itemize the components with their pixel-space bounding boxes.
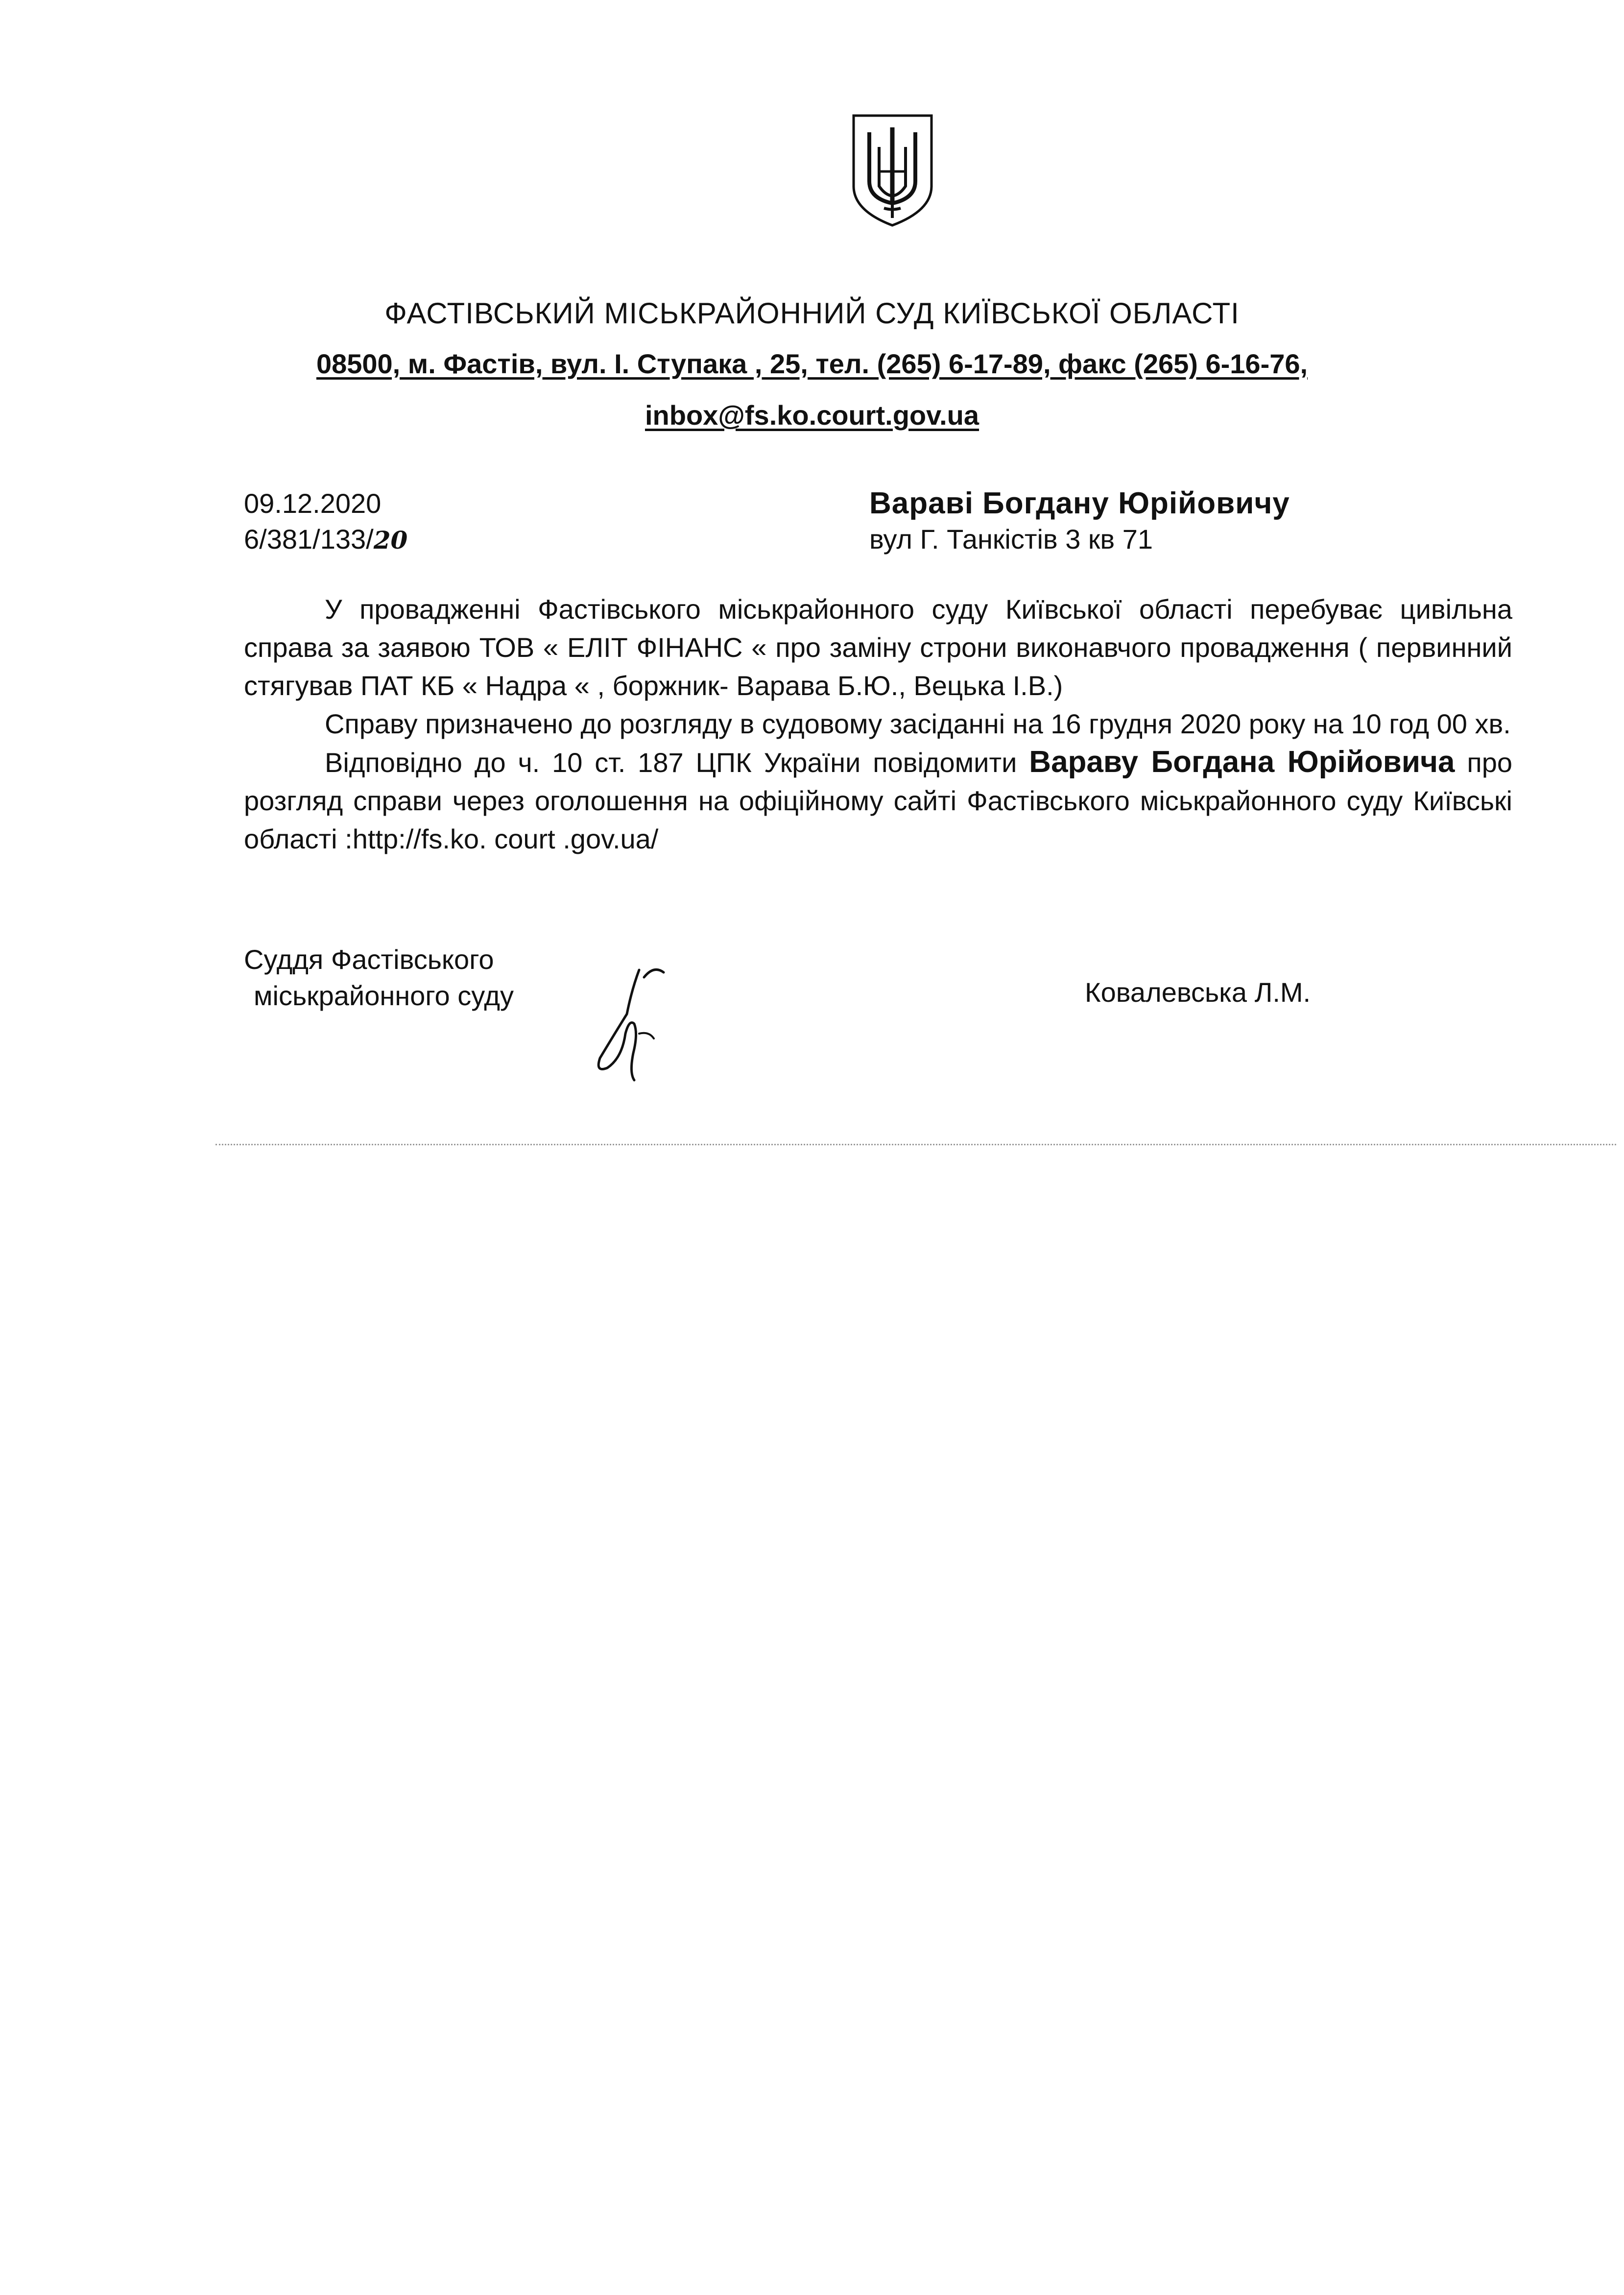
letter-date: 09.12.2020: [244, 488, 382, 519]
paragraph-hearing: Справу призначено до розгляду в судовому засіданні на 16 грудня 2020 року на 10 год 00 хв.: [325, 708, 1511, 739]
notice-person-name: Вараву Богдана Юрійовича: [1029, 745, 1455, 779]
paragraph-notice: [244, 743, 1512, 858]
notice-text-start: Відповідно до ч. 10 ст. 187 ЦПК України повідомити: [325, 747, 1017, 778]
judge-name: Ковалевська Л.М.: [1085, 977, 1311, 1008]
recipient-name: Вараві Богдану Юрійовичу: [869, 486, 1290, 520]
reference-handwritten: 20: [373, 526, 408, 555]
handwritten-signature: [580, 960, 683, 1087]
recipient-address: вул Г. Танкістів 3 кв 71: [869, 524, 1153, 555]
reference-printed: 6/381/133/: [244, 524, 374, 555]
paragraph-proceedings: У провадженні Фастівського міськрайонного суду Київської області перебуває цивільна справа за заявою ТОВ « ЕЛІТ ФІНАНС « про заміну строни виконавчого провадження ( первинний стягував ПАТ КБ « Надра « , боржник- Варава Б.Ю., Вецька І.В.): [244, 594, 1512, 701]
judge-title-line1: Суддя Фастівського: [244, 944, 494, 975]
trident-emblem-icon: [850, 113, 935, 228]
court-email: inbox@fs.ko.court.gov.ua: [645, 400, 979, 431]
scan-artifact-line: [215, 1144, 1616, 1147]
court-address: 08500, м. Фастів, вул. І. Ступака , 25, тел. (265) 6-17-89, факс (265) 6-16-76,: [316, 348, 1308, 379]
court-name: ФАСТІВСЬКИЙ МІСЬКРАЙОННИЙ СУД КИЇВСЬКОЇ ОБЛАСТІ: [384, 297, 1240, 330]
reference-number: [244, 523, 407, 555]
judge-title-line2: міськрайонного суду: [254, 980, 514, 1011]
letter-body: [244, 590, 1512, 858]
judge-title: [244, 942, 514, 1014]
notice-text-end: про розгляд справи через оголошення на офіційному сайті Фастівського міськрайонного суду Київські області :http://fs.ko. court .gov.ua/: [244, 747, 1512, 854]
